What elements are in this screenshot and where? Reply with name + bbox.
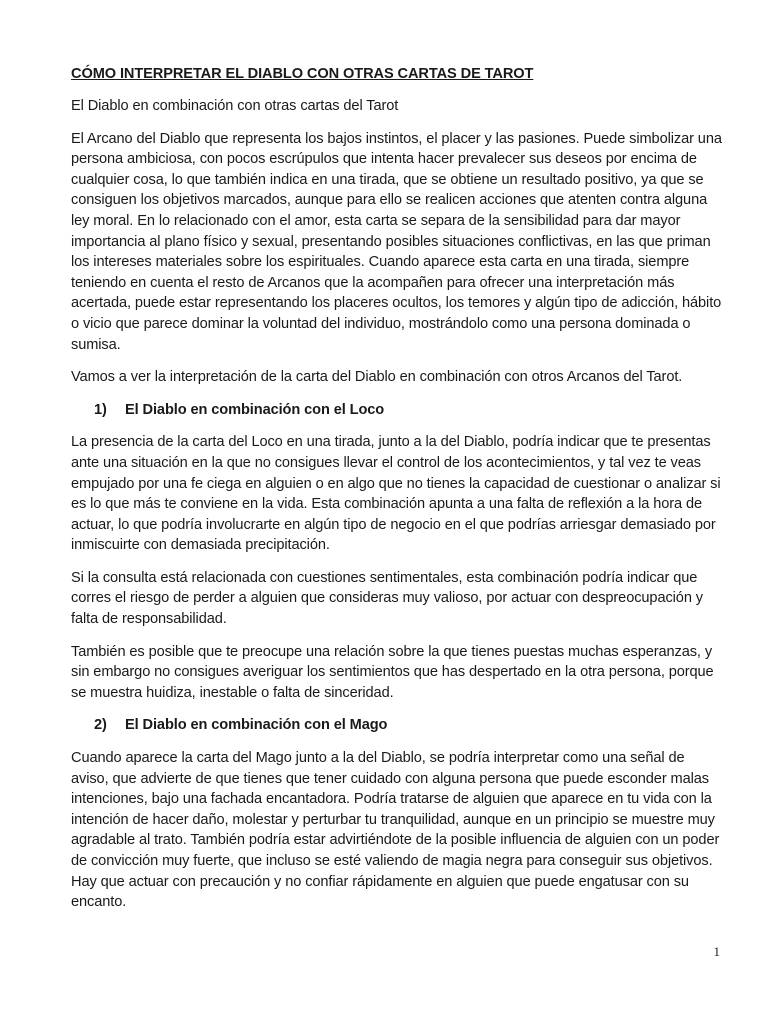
page-number: 1 [713,944,720,959]
section-2-paragraph-1: Cuando aparece la carta del Mago junto a la del Diablo, se podría interpretar como una señal de aviso, que advierte de que tienes que tener cuidado con alguna persona que puede esconder malas intenciones, bajo una fachada encantadora. Podría tratarse de alguien que aparece en tu vida con la intención de hacer daño, molestar y perturbar tu tranquilidad, aunque en un principio se muestre muy agradable al trato. También podría estar advirtiéndote de la posible influencia de alguien con un poder de convicción muy fuerte, que incluso se esté valiendo de magia negra para conseguir sus objetivos. Hay que actuar con precaución y no confiar rápidamente en alguien que puede engatusar con su encanto. [71,750,720,911]
section-1-paragraph-2: Si la consulta está relacionada con cuestiones sentimentales, esta combinación podría indicar que corres el riesgo de perder a alguien que consideras muy valioso, por actuar con despreocupación y falta de responsabilidad. [71,569,703,628]
section-number-1: 1) [94,401,107,418]
section-heading-1 [71,400,723,421]
section-heading-2 [71,715,723,736]
section-title-2: El Diablo en combinación con el Mago [125,717,388,734]
document-subtitle: El Diablo en combinación con otras cartas del Tarot [71,98,399,114]
section-title-1: El Diablo en combinación con el Loco [125,401,385,418]
intro-paragraph-1: El Arcano del Diablo que representa los bajos instintos, el placer y las pasiones. Puede simbolizar una persona ambiciosa, con pocos escrúpulos que intenta hacer prevalecer sus deseos por encima de cualquier cosa, lo que también indica en una tirada, que se obtiene un resultado positivo, ya que se consiguen los objetivos marcados, aunque para ello se realicen acciones que atenten contra alguna ley moral. En lo relacionado con el amor, esta carta se separa de la sensibilidad para dar mayor importancia al plano físico y sexual, presentando posibles situaciones conflictivas, en las que priman los intereses materiales sobre los espirituales. Cuando aparece esta carta en una tirada, siempre teniendo en cuenta el resto de Arcanos que la acompañen para ofrecer una interpretación más acertada, puede estar representando los placeres ocultos, los temores y algún tipo de adicción, hábito o vicio que parece dominar la voluntad del individuo, mostrándolo como una persona dominada o sumisa. [71,130,722,353]
section-1-paragraph-1: La presencia de la carta del Loco en una tirada, junto a la del Diablo, podría indicar que te presentas ante una situación en la que no consigues llevar el control de los acontecimientos, y tal vez te veas empujado por una fe ciega en alguien o en algo que no tienes la capacidad de cuestionar o analizar si es lo que más te conviene en la vida. Esta combinación apunta a una falta de reflexión a la hora de actuar, lo que podría involucrarte en algún tipo de negocio en el que podrías arriesgar demasiado por inmiscuirte con demasiada precipitación. [71,434,721,554]
intro-paragraph-2: Vamos a ver la interpretación de la carta del Diablo en combinación con otros Arcanos del Tarot. [71,369,683,386]
document-title: CÓMO INTERPRETAR EL DIABLO CON OTRAS CARTAS DE TAROT [71,66,534,82]
section-1-paragraph-3: También es posible que te preocupe una relación sobre la que tienes puestas muchas esperanzas, y sin embargo no consigues averiguar los sentimientos que has despertado en la otra persona, porque se muestra huidiza, inestable o falta de sinceridad. [71,643,714,701]
section-number-2: 2) [94,717,107,734]
document-page [71,64,723,925]
